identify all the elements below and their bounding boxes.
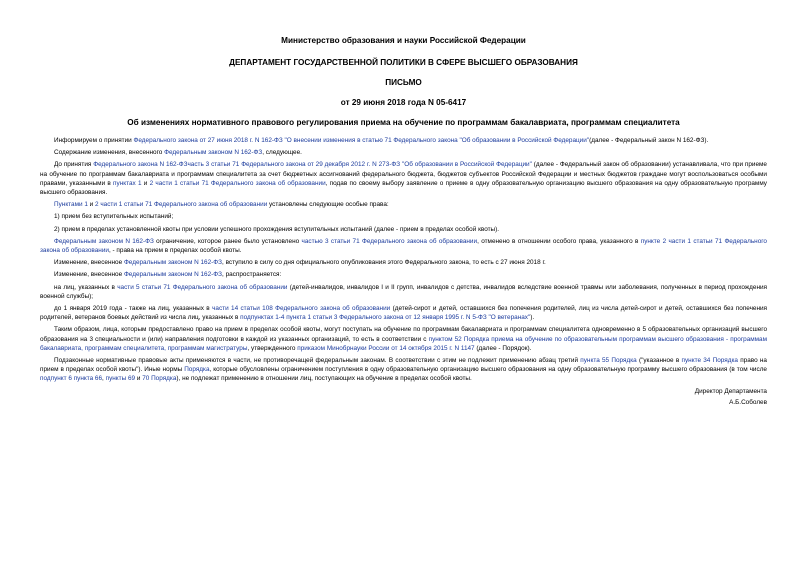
document-type: ПИСЬМО <box>385 78 422 87</box>
law-link[interactable]: Порядка <box>184 366 210 374</box>
text: ). <box>530 314 535 322</box>
signature-name: А.Б.Соболев <box>729 398 767 406</box>
text: Подзаконные нормативные правовые акты применяются в части, не противоречащей федеральным законам. В соответствии с этим не подлежит применению абзац третий <box>54 357 581 365</box>
law-link[interactable]: Федерального закона от 27 июня 2018 г. N 162-ФЗ "О внесении изменения в статью 71 Федерального закона "Об образовании в Российской Федерации" <box>133 137 590 144</box>
paragraph-4 <box>40 200 767 209</box>
text: право на прием в пределах особой квоты"). Иные нормы <box>40 357 767 374</box>
ministry-title: Министерство образования и науки Российской Федерации <box>281 36 526 45</box>
law-link[interactable]: Федерального закона N 162-ФЗ <box>93 161 188 169</box>
paragraph-12 <box>40 325 767 353</box>
text: , утвержденного <box>247 344 298 352</box>
law-link[interactable]: часть 3 статьи 71 Федерального закона от 29 декабря 2012 г. N 273-ФЗ "Об образовании в Российской Федерации" <box>187 161 532 169</box>
paragraph-10 <box>40 283 767 301</box>
law-link[interactable]: Федеральным законом N 162-ФЗ <box>54 237 154 245</box>
law-link[interactable]: подпункт 6 пункта 66 <box>40 375 103 383</box>
text: (далее - Порядок). <box>474 344 532 352</box>
text: Изменение, внесенное <box>54 259 124 267</box>
text: Содержание изменения, внесенного <box>54 149 165 157</box>
document-date-number: от 29 июня 2018 года N 05-6417 <box>340 98 467 107</box>
text: и <box>87 201 96 209</box>
paragraph-13 <box>40 356 767 384</box>
paragraph-7 <box>40 237 767 255</box>
paragraph-9 <box>40 270 767 279</box>
text: (далее - Федеральный закон об образовании) устанавливала, что при приеме на обучение по программам бакалавриата и программам специалитета за счет бюджетных ассигнований федерального бюджета, бюджетов субъектов Российской Федерации и местных бюджетов граждане могут воспользоваться особыми правами, указанными в <box>40 161 767 187</box>
order-link[interactable]: приказом Минобрнауки России от 14 октября 2015 г. N 1147 <box>297 344 475 352</box>
paragraph-1 <box>40 136 767 145</box>
law-link[interactable]: пункте 34 Порядка <box>681 357 738 365</box>
paragraph-8 <box>40 258 767 267</box>
law-link[interactable]: Пунктами 1 <box>54 201 88 209</box>
text: , подав по своему выбору заявление о приеме в одну образовательную организацию высшего образования на одну образовательную программу высшего образования. <box>40 179 767 197</box>
text: (детей-инвалидов, инвалидов I и II групп, инвалидов с детства, инвалидов вследствие военной травмы или заболевания, полученных в период прохождения военной службы); <box>40 283 768 300</box>
law-link[interactable]: Федеральным законом N 162-ФЗ <box>123 259 223 267</box>
text: ("указанное в <box>636 357 682 365</box>
text: (далее - Федеральный закон N 162-ФЗ). <box>589 137 709 144</box>
text: ограничение, которое ранее было установлено <box>153 237 302 245</box>
law-link[interactable]: 70 Порядка <box>142 375 177 383</box>
law-link[interactable]: пункты 69 <box>105 375 136 383</box>
text: , распространяется: <box>222 271 282 279</box>
text: и <box>135 375 143 383</box>
text: Таким образом, лица, которым предоставлено право на прием в пределах особой квоты, могут поступать на обучение по программам бакалавриата и программам специалитета одновременно в 5 образовательных организаций высшего образования на 3 специальности и (или) направления подготовки в каждой из указанных организаций, то есть в соответствии с <box>40 326 767 343</box>
text: , вступило в силу со дня официального опубликования этого Федерального закона, то есть с 27 июня 2018 г. <box>222 259 546 267</box>
law-link[interactable]: Федеральным законом N 162-ФЗ <box>123 271 223 279</box>
document <box>40 30 767 407</box>
law-link[interactable]: части 14 статьи 108 Федерального закона об образовании <box>212 305 391 313</box>
signature-position: Директор Департамента <box>694 387 767 395</box>
text: на лиц, указанных в <box>54 283 118 291</box>
text: До принятия <box>54 161 94 169</box>
text: , следующее. <box>262 149 302 157</box>
text: ), не подлежат применению в отношении лиц, поступающих на обучение в пределах особой квоты. <box>176 375 472 383</box>
law-link[interactable]: пункта 55 Порядка <box>580 357 637 365</box>
law-link[interactable]: 2 части 1 статьи 71 Федерального закона об образовании <box>95 201 268 209</box>
department-title: ДЕПАРТАМЕНТ ГОСУДАРСТВЕННОЙ ПОЛИТИКИ В СФЕРЕ ВЫСШЕГО ОБРАЗОВАНИЯ <box>229 58 578 67</box>
law-link[interactable]: пункте 2 части 1 статьи 71 Федерального закона об образовании <box>40 237 767 255</box>
law-link[interactable]: пунктом 52 Порядка приема на обучение по образовательным программам высшего образования - программам бакалавриата, программам специалитета, программам магистратуры <box>40 335 767 352</box>
text: (детей-сирот и детей, оставшихся без попечения родителей, лиц из числа детей-сирот и детей, оставшихся без попечения родителей, ветеранов боевых действий из числа лиц, указанных в <box>40 305 768 322</box>
text: установлены следующие особые права: <box>267 201 389 209</box>
paragraph-11 <box>40 304 767 322</box>
law-link[interactable]: части 5 статьи 71 Федерального закона об образовании <box>117 283 288 291</box>
text: до 1 января 2019 года - также на лиц, указанных в <box>54 305 213 313</box>
paragraph-6: 2) прием в пределах установленной квоты при условии успешного прохождения вступительных испытаний (далее - прием в пределах особой квоты). <box>54 225 500 233</box>
paragraph-2 <box>40 148 767 157</box>
text: , <box>102 375 106 383</box>
paragraph-5: 1) прием без вступительных испытаний; <box>54 213 174 221</box>
law-link[interactable]: 2 части 1 статьи 71 Федерального закона об образовании <box>149 179 326 187</box>
text: , отменено в отношении особого права, указанного в <box>477 237 641 245</box>
text: Информируем о принятии <box>54 137 134 144</box>
text: , которые обусловлены ограничением поступления в одну образовательную организацию высшего образования на одну образовательную программу высшего образования (в том числе <box>209 366 767 374</box>
law-link[interactable]: частью 3 статьи 71 Федерального закона об образовании <box>301 237 478 245</box>
document-subject: Об изменениях нормативного правового регулирования приема на обучение по программам бакалавриата, программам специалитета <box>127 118 680 127</box>
law-link[interactable]: подпунктах 1-4 пункта 1 статьи 3 Федерального закона от 12 января 1995 г. N 5-ФЗ "О ветеранах" <box>240 314 531 322</box>
text: Изменение, внесенное <box>54 271 124 279</box>
text: и <box>141 179 150 187</box>
law-link[interactable]: пунктах 1 <box>113 179 142 187</box>
text: , - права на прием в пределах особой квоты. <box>108 247 242 255</box>
paragraph-3 <box>40 160 767 197</box>
law-link[interactable]: Федеральным законом N 162-ФЗ <box>164 149 263 157</box>
